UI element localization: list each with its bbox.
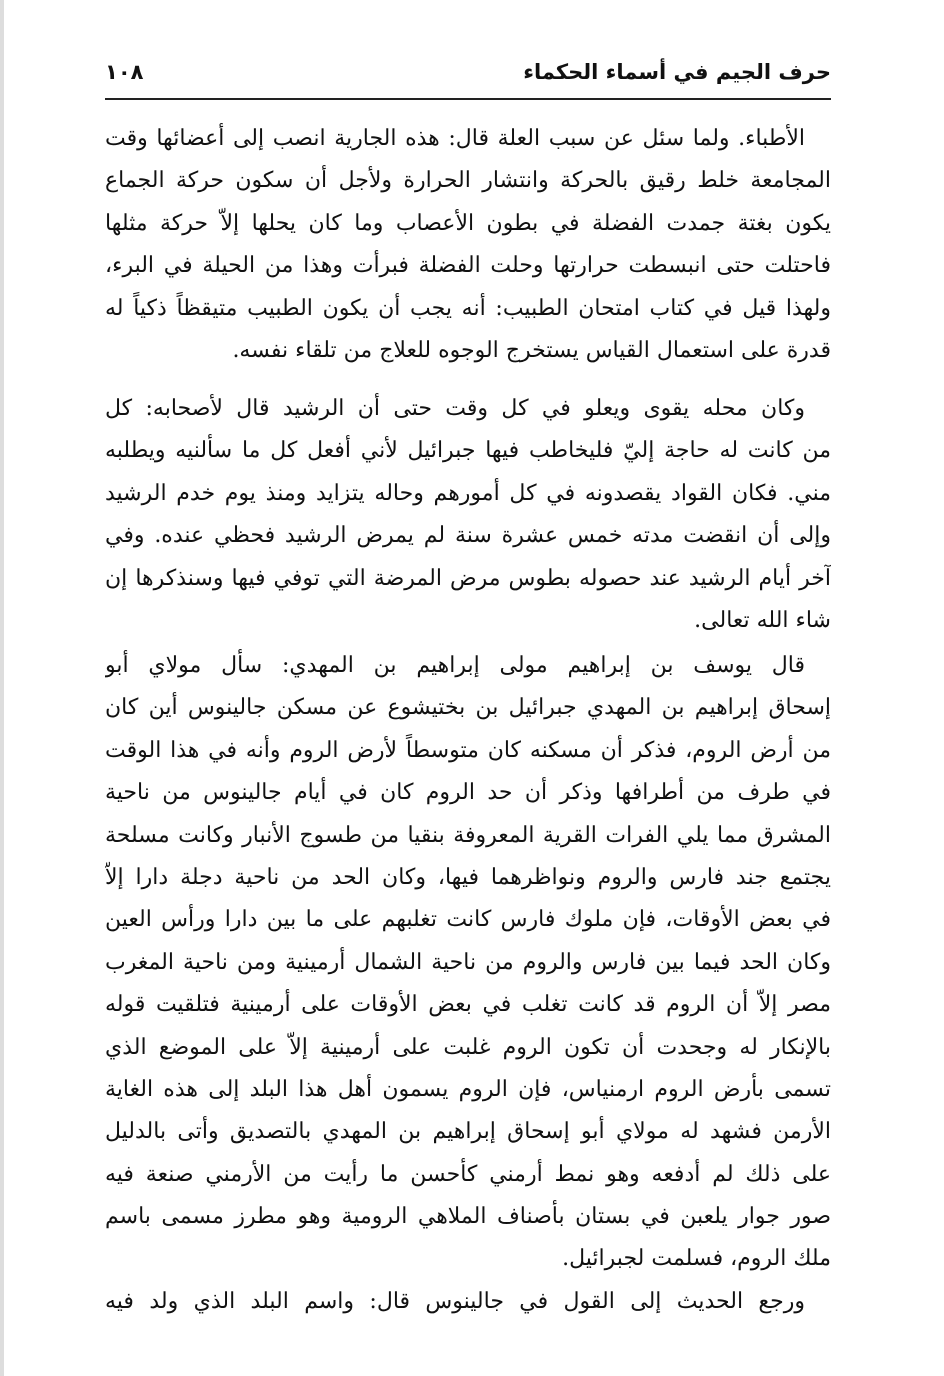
text-line: مني. فكان القواد يقصدونه في كل أمورهم وحاله يتزايد ومنذ يوم خدم الرشيد xyxy=(105,480,831,506)
text-line: آخر أيام الرشيد عند حصوله بطوس مرض المرضة التي توفي فيها وسنذكرها إن xyxy=(105,565,831,591)
text-line: يكون بغتة جمدت الفضلة في بطون الأعصاب وما كان يحلها إلاّ حركة مثلها xyxy=(105,210,831,236)
text-line: في طرف من أطرافها وذكر أن حد الروم كان في أيام جالينوس من ناحية xyxy=(105,780,831,806)
text-line: وكان الحد فيما بين فارس والروم من ناحية الشمال أرمينية ومن ناحية المغرب xyxy=(105,949,831,975)
text-line: وإلى أن انقضت مدته خمس عشرة سنة لم يمرض الرشيد فحظي عنده. وفي xyxy=(105,523,831,549)
text-line: شاء الله تعالى. xyxy=(694,607,831,633)
text-line: في بعض الأوقات، فإن ملوك فارس كانت تغلبهم على ما بين دارا ورأس العين xyxy=(105,907,831,933)
text-line: الأرمن فشهد له مولاي أبو إسحاق إبراهيم بن المهدي بالتصديق وأتى بالدليل xyxy=(105,1119,831,1145)
text-line: يجتمع جند فارس والروم ونواظرهما فيها، وكان الحد من ناحية دجلة دارا إلاّ xyxy=(105,864,831,890)
paragraph-2 xyxy=(105,388,831,642)
text-line: وكان محله يقوى ويعلو في كل وقت حتى أن الرشيد قال لأصحابه: كل xyxy=(105,396,805,421)
text-line: ولهذا قيل في كتاب امتحان الطبيب: أنه يجب أن يكون الطبيب متيقظاً ذكياً له xyxy=(105,295,831,321)
text-line: الأطباء. ولما سئل عن سبب العلة قال: هذه الجارية انصب إلى أعضائها وقت xyxy=(105,126,805,151)
page-header xyxy=(105,58,831,100)
paragraph-1 xyxy=(105,118,831,372)
text-line: على ذلك لم أدفعه وهو نمط أرمني كأحسن ما رأيت من الأرمني صنعة فيه xyxy=(105,1161,831,1187)
text-line: بالإنكار له وجحدت أن تكون الروم غلبت على أرمينية إلاّ على الموضع الذي xyxy=(105,1034,831,1060)
paragraph-3 xyxy=(105,645,831,1281)
scan-edge xyxy=(0,0,4,1376)
text-line: فاحتلت حتى انبسطت حرارتها وحلت الفضلة فبرأت وهذا من الحيلة في البرء، xyxy=(105,253,831,279)
text-line: قدرة على استعمال القياس يستخرج الوجوه للعلاج من تلقاء نفسه. xyxy=(232,337,831,363)
text-line: صور جوار يلعبن في بستان بأصناف الملاهي الرومية وهو مطرز مسمى باسم xyxy=(105,1204,831,1230)
text-line: من كانت له حاجة إليّ فليخاطب فيها جبرائيل لأني أفعل كل ما سألنيه ويطلبه xyxy=(105,438,831,464)
text-line: قال يوسف بن إبراهيم مولى إبراهيم بن المهدي: سأل مولاي أبو xyxy=(105,653,805,678)
page-number: ١٠٨ xyxy=(105,60,144,84)
text-line: من أرض الروم، فذكر أن مسكنه كان متوسطاً لأرض الروم وأنه في هذا الوقت xyxy=(105,737,831,763)
text-line: إسحاق إبراهيم بن المهدي جبرائيل بن بختيشوع عن مسكن جالينوس أين كان xyxy=(105,695,831,721)
text-line: ملك الروم، فسلمت لجبرائيل. xyxy=(562,1246,831,1272)
text-line: تسمى بأرض الروم ارمنياس، فإن الروم يسمون أهل هذا البلد إلى هذه الغاية xyxy=(105,1076,831,1102)
text-line: المشرق مما يلي الفرات القرية المعروفة بنقيا من طسوج الأنبار وكانت مسلحة xyxy=(105,822,831,848)
text-line: المجامعة خلط رقيق بالحركة وانتشار الحرارة ولأجل أن سكون حركة الجماع xyxy=(105,168,831,194)
running-title: حرف الجيم في أسماء الحكماء xyxy=(523,60,831,84)
text-line: مصر إلاّ أن الروم قد كانت تغلب في بعض الأوقات على أرمينية فتلقيت قوله xyxy=(105,992,831,1018)
text-line: ورجع الحديث إلى القول في جالينوس قال: واسم البلد الذي ولد فيه xyxy=(105,1289,805,1314)
paragraph-4 xyxy=(105,1281,831,1323)
